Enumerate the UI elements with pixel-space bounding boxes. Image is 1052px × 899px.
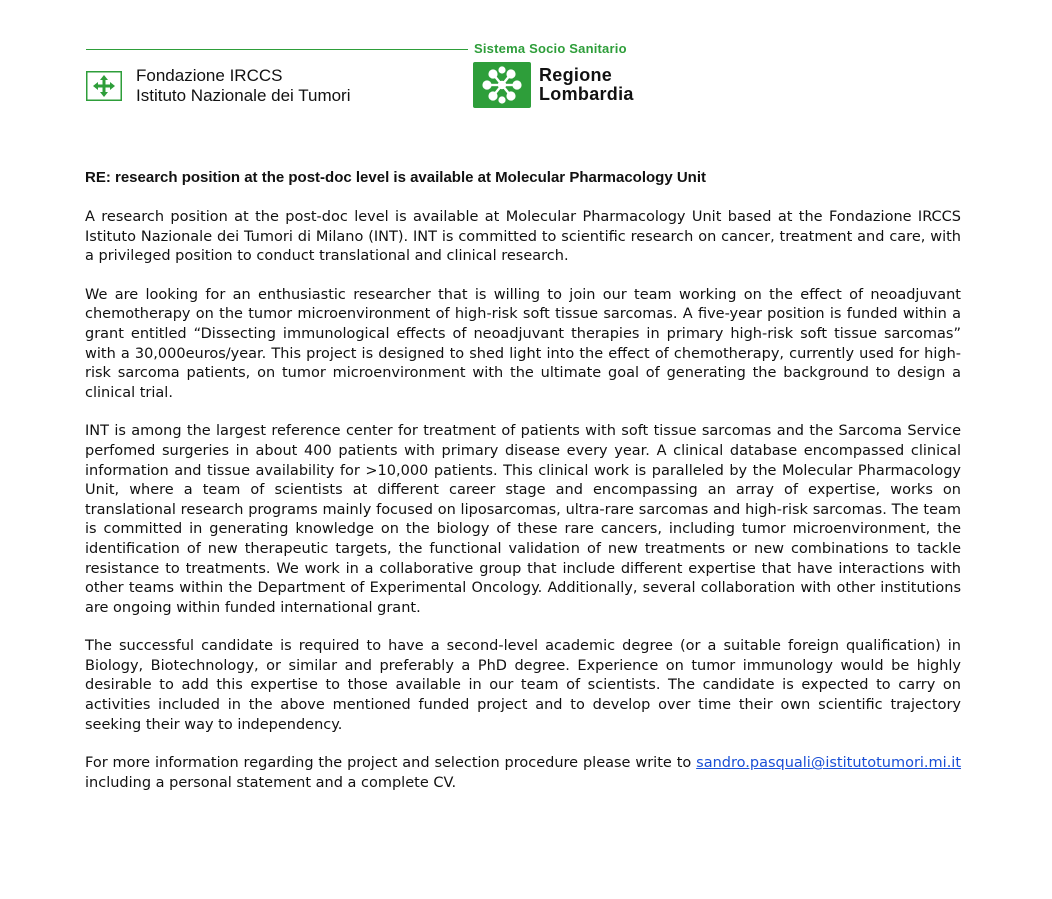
paragraph-intro: A research position at the post-doc level is available at Molecular Pharmacology Unit based at the Fondazione IRCCS Istituto Nazionale dei Tumori di Milano (INT). INT is committed to scientific research on cancer, treatment and care, with a privileged position to conduct translational and clinical research. — [85, 209, 961, 265]
letter-body — [85, 168, 961, 812]
rl-name-line2: Lombardia — [539, 84, 634, 104]
int-name-line2: Istituto Nazionale dei Tumori — [136, 86, 351, 105]
contact-email-link[interactable]: sandro.pasquali@istitutotumori.mi.it — [696, 755, 962, 772]
int-cross-arrows-icon — [86, 71, 122, 101]
paragraph-institute: INT is among the largest reference center for treatment of patients with soft tissue sarcomas and the Sarcoma Service perfomed surgeries in about 400 patients with primary disease every year. A clinical database encompassed clinical information and tissue availability for >10,000 patients. This clinical work is paralleled by the Molecular Pharmacology Unit, where a team of scientists at different career stage and encompassing an array of expertise, works on translational research programs mainly focused on liposarcomas, ultra-rare sarcomas and high-risk sarcomas. The team is committed in generating knowledge on the biology of these rare cancers, including tumor microenvironment, the identification of new therapeutic targets, the functional validation of new treatments or new combinations to tackle resistance to treatments. We work in a collaborative group that include different expertise that have interactions with other teams within the Department of Experimental Oncology. Additionally, several collaboration with other institutions are ongoing within funded international grant. — [85, 423, 961, 616]
rl-name-line1: Regione — [539, 65, 613, 85]
regione-lombardia-name — [539, 66, 634, 104]
contact-suffix: including a personal statement and a complete CV. — [85, 774, 457, 791]
regione-lombardia-rosa-camuna-icon — [473, 62, 531, 108]
letter-subject: RE: research position at the post-doc level is available at Molecular Pharmacology Unit — [85, 169, 707, 186]
header-divider — [86, 49, 468, 50]
paragraph-requirements: The successful candidate is required to have a second-level academic degree (or a suitable foreign qualification) in Biology, Biotechnology, or similar and preferably a PhD degree. Experience on tumor immunology would be highly desirable to add this expertise to those available in our team of scientists. The candidate is expected to carry on activities included in the above mentioned funded project and to develop over time their own scientific trajectory seeking their way to independency. — [85, 638, 961, 733]
sistema-socio-sanitario-label: Sistema Socio Sanitario — [474, 41, 627, 56]
int-institution-name — [136, 66, 351, 106]
paragraph-project: We are looking for an enthusiastic researcher that is willing to join our team working on the effect of neoadjuvant chemotherapy on the tumor microenvironment of high-risk soft tissue sarcomas. A five-year position is funded within a grant entitled “Dissecting immunological effects of neoadjuvant therapies in primary high-risk soft tissue sarcomas” with a 30,000euros/year. This project is designed to shed light into the effect of chemotherapy, currently used for high-risk sarcoma patients, on tumor microenvironment with the ultimate goal of generating the background to design a clinical trial. — [85, 286, 961, 401]
int-name-line1: Fondazione IRCCS — [136, 66, 283, 85]
paragraph-contact — [85, 754, 961, 793]
contact-prefix: For more information regarding the project and selection procedure please write to — [85, 755, 692, 772]
